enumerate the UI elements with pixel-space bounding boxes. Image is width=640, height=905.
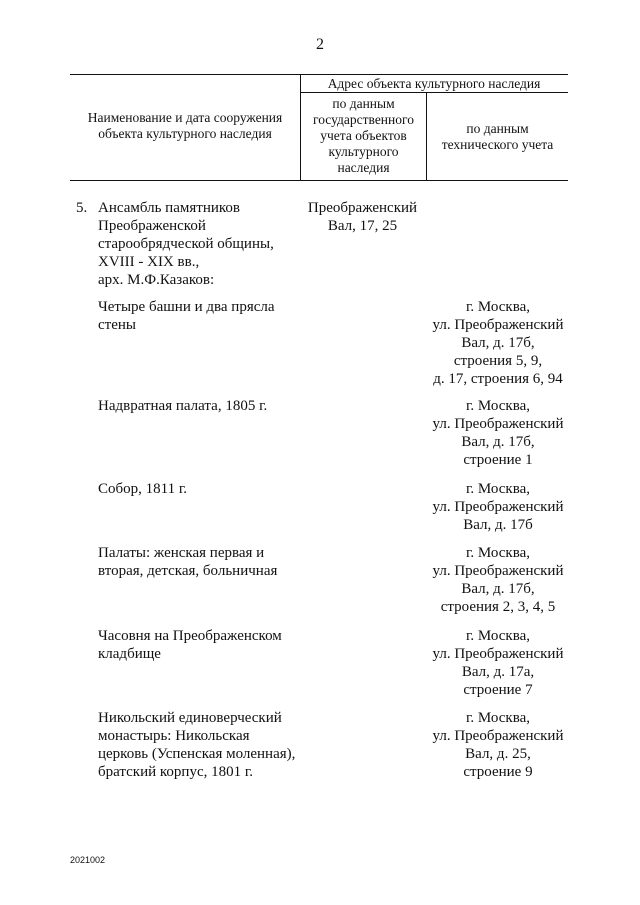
header-group-rule: [300, 92, 568, 93]
header-address-group: Адрес объекта культурного наследия: [327, 76, 541, 91]
item-name: Никольский единоверческий монастырь: Никольская церковь (Успенская моленная), братский корпус, 1801 г.: [98, 710, 296, 780]
header-state-record: по данным государственного учета объектов культурного наследия: [313, 96, 414, 175]
item-address: г. Москва, ул. Преображенский Вал, д. 25, строение 9: [432, 710, 564, 780]
header-object-name: Наименование и дата сооружения объекта культурного наследия: [87, 110, 283, 141]
header-technical-record: по данным технического учета: [441, 121, 554, 152]
footer-code: 2021002: [70, 855, 106, 865]
page-number: 2: [316, 36, 324, 53]
item-address: г. Москва, ул. Преображенский Вал, д. 17б, строения 5, 9, д. 17, строения 6, 94: [432, 299, 564, 387]
item-name: Четыре башни и два прясла стены: [98, 299, 275, 333]
header-top-rule: [70, 74, 568, 75]
ensemble-number: 5.: [76, 200, 88, 216]
header-bottom-rule: [70, 180, 568, 181]
item-address: г. Москва, ул. Преображенский Вал, д. 17а, строение 7: [432, 628, 564, 698]
item-name: Часовня на Преображенском кладбище: [98, 628, 282, 662]
ensemble-name: Ансамбль памятников Преображенской старообрядческой общины, XVIII - XIX вв., арх. М.Ф.Казаков:: [98, 200, 274, 288]
ensemble-state-address: Преображенский Вал, 17, 25: [307, 200, 418, 234]
item-address: г. Москва, ул. Преображенский Вал, д. 17б, строение 1: [432, 398, 564, 468]
item-name: Надвратная палата, 1805 г.: [98, 398, 268, 414]
item-name: Палаты: женская первая и вторая, детская, больничная: [98, 545, 278, 579]
item-address: г. Москва, ул. Преображенский Вал, д. 17б: [432, 481, 564, 533]
item-address: г. Москва, ул. Преображенский Вал, д. 17б, строения 2, 3, 4, 5: [432, 545, 564, 615]
item-name: Собор, 1811 г.: [98, 481, 188, 497]
